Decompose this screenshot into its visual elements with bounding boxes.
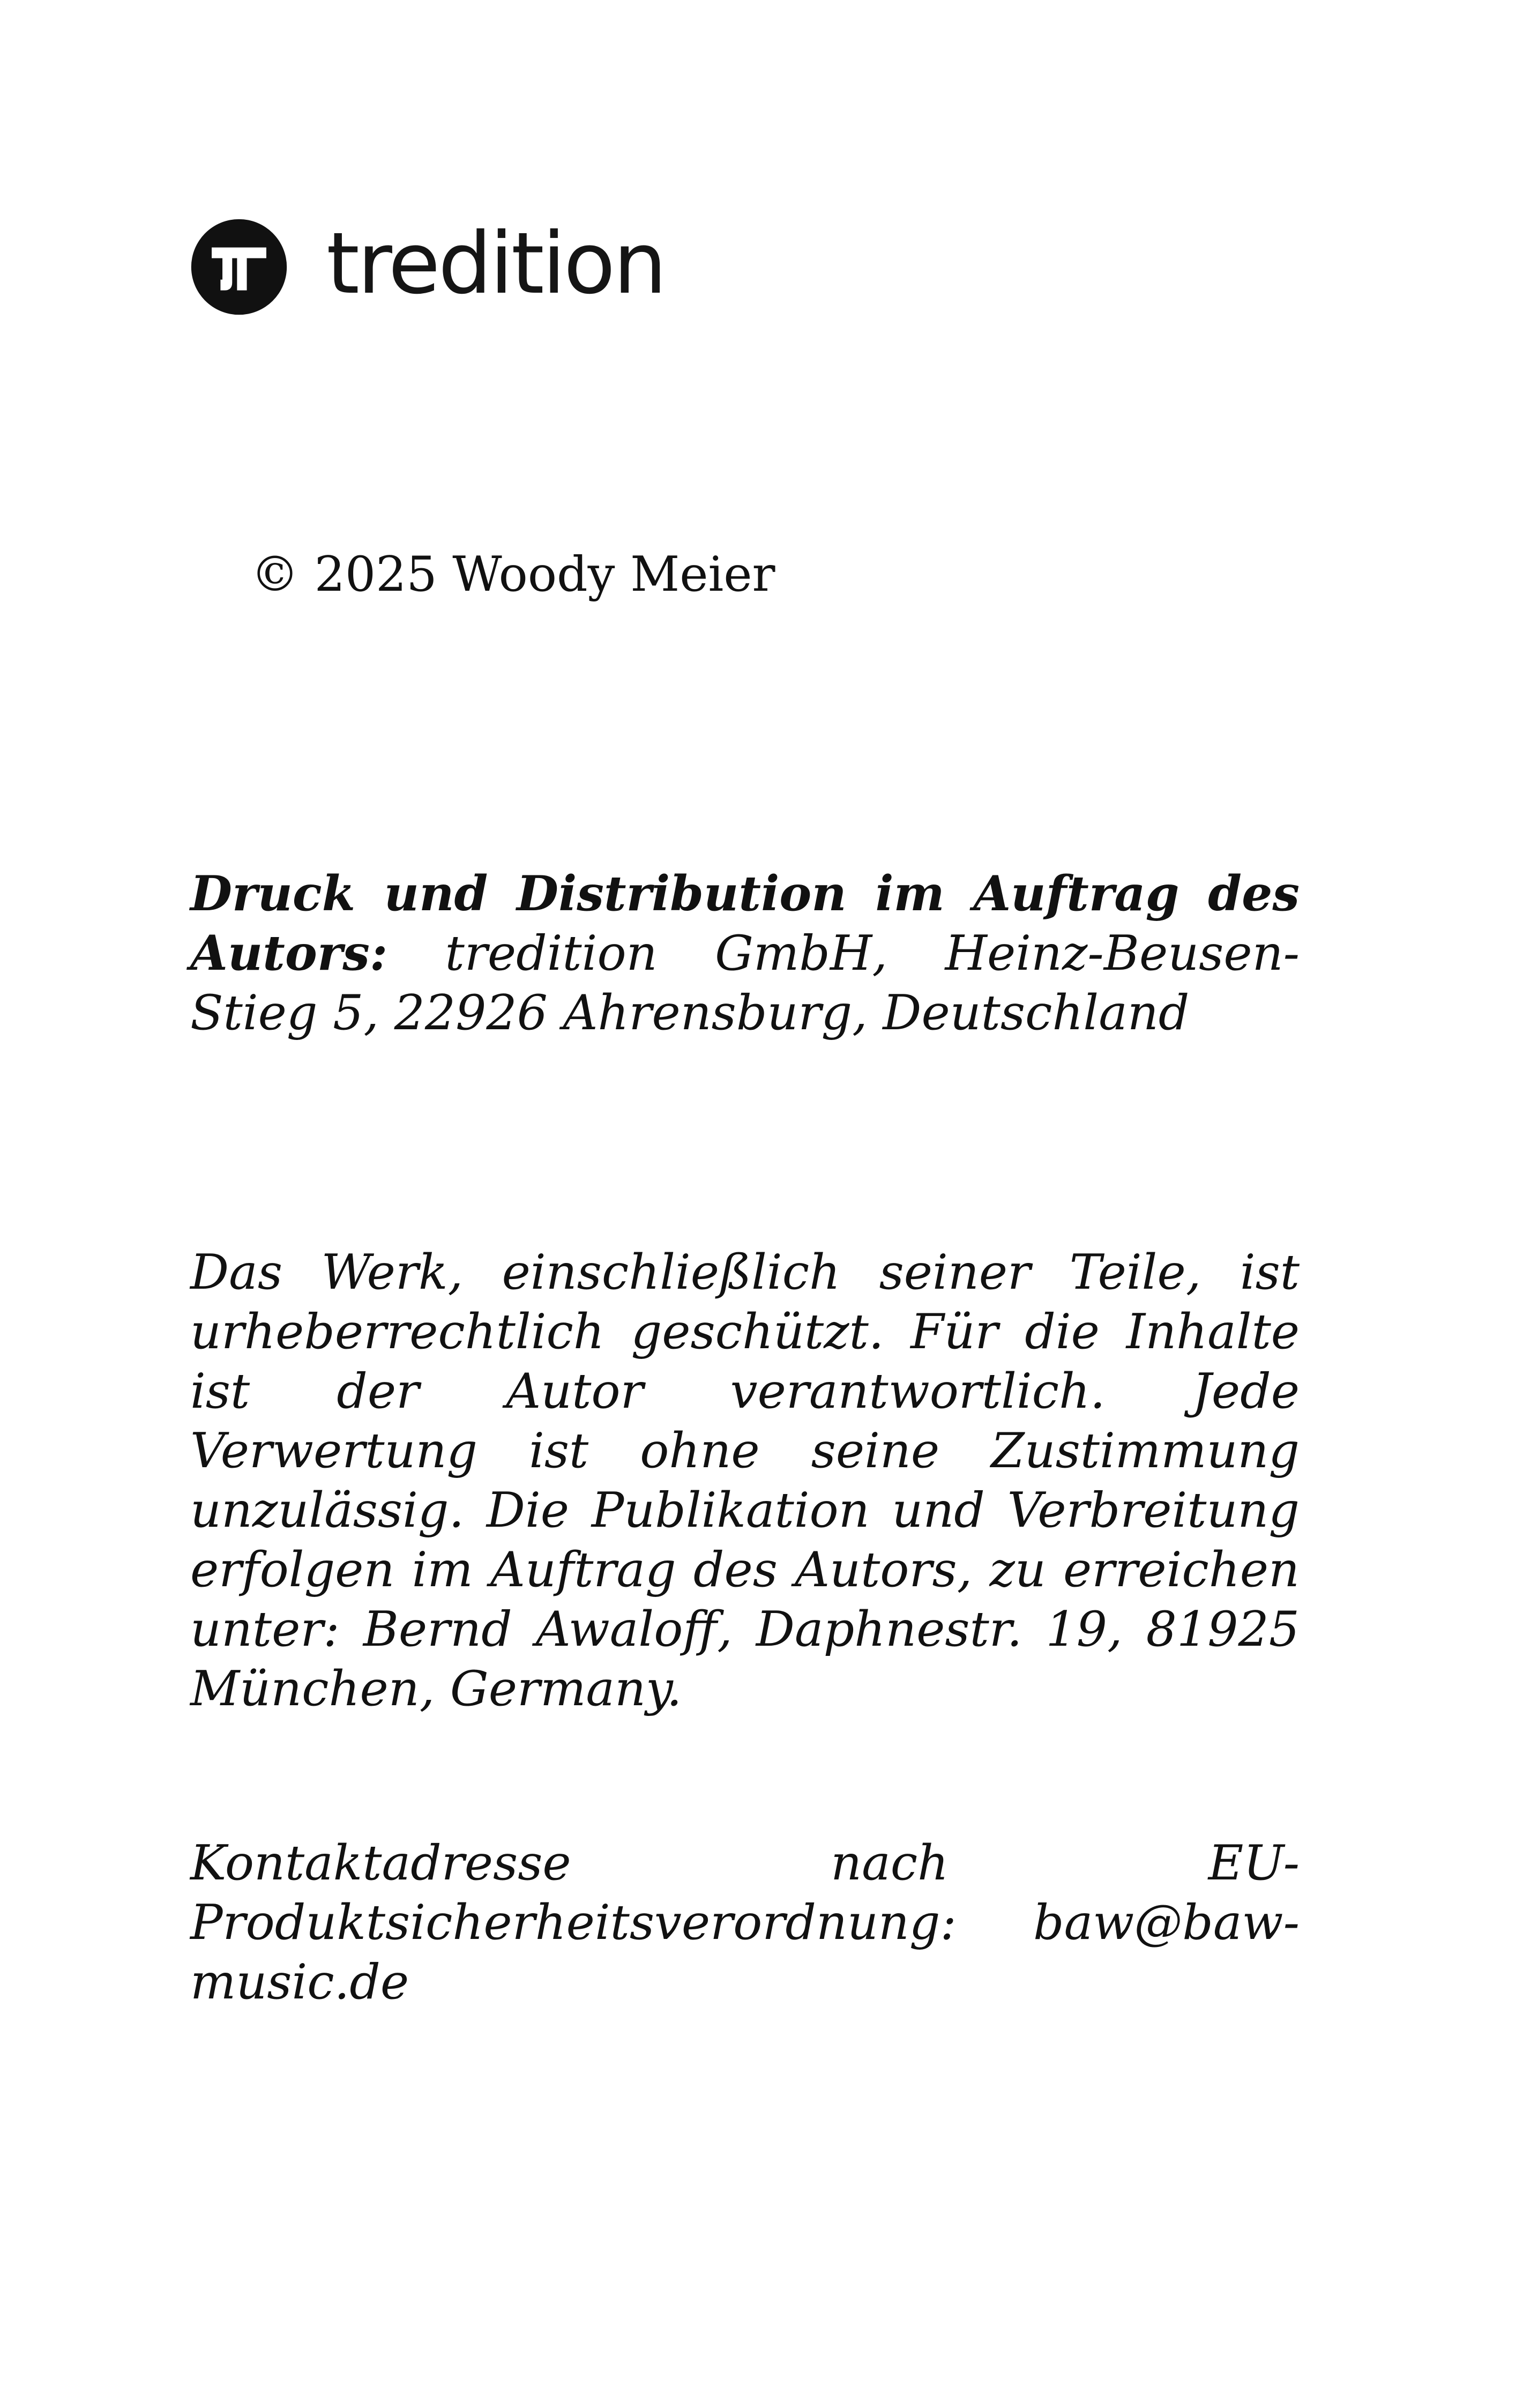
rights-text: Das Werk, einschließlich seiner Teile, ist urheberrechtlich geschützt. Für die Inhalte ist der Autor verantwortlich. Jede Verwertung ist ohne seine Zustimmung unzulässig. Die Publikation und Verbreitung erfolgen im Auftrag des Autors, zu erreichen unter: Bernd Awaloff, Daphnestr. 19, 81925 München, Germany.	[190, 1244, 1300, 1717]
publisher-name: tredition	[326, 214, 665, 313]
copyright-notice: © 2025 Woody Meier	[251, 546, 775, 603]
contact-info	[190, 1833, 1300, 2012]
print-heading: Druck und Distribution im Auftrag des Autors:	[190, 865, 1300, 982]
print-address: tredition GmbH, Heinz-Beusen-Stieg 5, 22926 Ahrensburg, Deutschland	[190, 925, 1300, 1041]
tredition-t-icon	[190, 218, 288, 316]
contact-label: Kontaktadresse nach EU-Produktsicherheitsverordnung:	[190, 1835, 1300, 1951]
rights-notice	[190, 1243, 1300, 1719]
publisher-logo	[190, 214, 665, 316]
print-distribution-info	[190, 864, 1300, 1043]
contact-email: baw@baw-music.de	[190, 1894, 1300, 2010]
